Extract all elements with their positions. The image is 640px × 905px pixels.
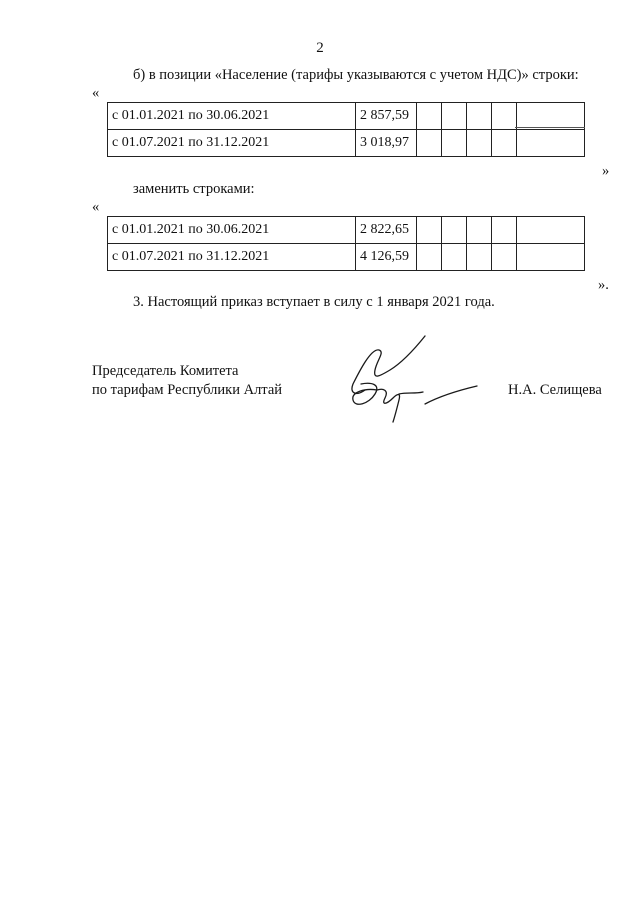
replace-text: заменить строками: [133, 181, 255, 197]
close-quote-2: ». [598, 277, 609, 293]
empty-cell [492, 130, 517, 157]
empty-cell [442, 244, 467, 271]
signatory-title-line2: по тарифам Республики Алтай [92, 382, 283, 398]
empty-cell [492, 217, 517, 244]
empty-cell [467, 217, 492, 244]
empty-cell [442, 217, 467, 244]
empty-cell [467, 103, 492, 130]
value-cell: 3 018,97 [356, 130, 417, 157]
empty-cell [417, 217, 442, 244]
cell-underline [515, 127, 585, 128]
new-rates-table [107, 216, 585, 271]
period-cell: с 01.01.2021 по 30.06.2021 [108, 217, 356, 244]
empty-cell [417, 103, 442, 130]
empty-cell [417, 244, 442, 271]
table-row [108, 217, 585, 244]
empty-cell [417, 130, 442, 157]
empty-cell [492, 103, 517, 130]
signature-image [335, 332, 485, 427]
signatory-name: Н.А. Селищева [508, 382, 602, 398]
empty-cell [492, 244, 517, 271]
table-row [108, 244, 585, 271]
value-cell: 2 857,59 [356, 103, 417, 130]
signatory-title-line1: Председатель Комитета [92, 363, 239, 379]
period-cell: с 01.07.2021 по 31.12.2021 [108, 130, 356, 157]
empty-cell [467, 244, 492, 271]
open-quote-2: « [92, 199, 100, 215]
open-quote-1: « [92, 85, 100, 101]
close-quote-1: » [602, 163, 610, 179]
old-rates-table [107, 102, 585, 157]
clause-3: 3. Настоящий приказ вступает в силу с 1 января 2021 года. [133, 294, 495, 310]
empty-cell [517, 103, 585, 130]
empty-cell [517, 244, 585, 271]
value-cell: 4 126,59 [356, 244, 417, 271]
table-row [108, 130, 585, 157]
page-number: 2 [316, 40, 324, 56]
empty-cell [467, 130, 492, 157]
empty-cell [517, 217, 585, 244]
period-cell: с 01.01.2021 по 30.06.2021 [108, 103, 356, 130]
table-row [108, 103, 585, 130]
period-cell: с 01.07.2021 по 31.12.2021 [108, 244, 356, 271]
empty-cell [442, 130, 467, 157]
empty-cell [442, 103, 467, 130]
intro-text: б) в позиции «Население (тарифы указываются с учетом НДС)» строки: [133, 67, 579, 83]
empty-cell [517, 130, 585, 157]
value-cell: 2 822,65 [356, 217, 417, 244]
